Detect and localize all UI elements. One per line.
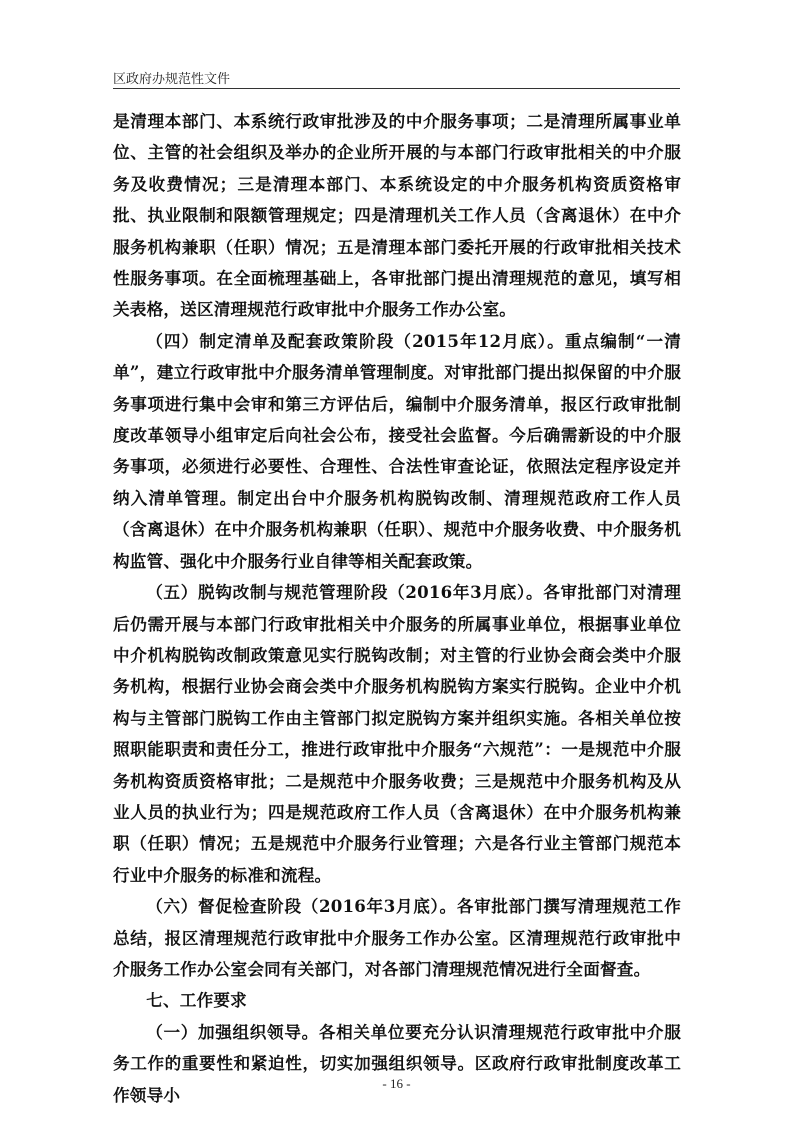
page-number: - 16 -	[382, 1076, 411, 1091]
document-header: 区政府办规范性文件	[113, 72, 231, 87]
section-heading: 七、工作要求	[146, 990, 247, 1011]
document-body	[113, 106, 681, 1111]
body-paragraph: （六）督促检查阶段（2016年3月底）。各审批部门撰写清理规范工作总结，报区清理规范行政审批中介服务工作办公室。区清理规范行政审批中介服务工作办公室会同有关部门，对各部门清理规范情况进行全面督查。	[113, 896, 681, 979]
body-paragraph: （五）脱钩改制与规范管理阶段（2016年3月底）。各审批部门对清理后仍需开展与本部门行政审批相关中介服务的所属事业单位，根据事业单位中介机构脱钩改制政策意见实行脱钩改制；对主管的行业协会商会类中介服务机构，根据行业协会商会类中介服务机构脱钩方案实行脱钩。企业中介机构与主管部门脱钩工作由主管部门拟定脱钩方案并组织实施。各相关单位按照职能职责和责任分工，推进行政审批中介服务“六规范”：一是规范中介服务机构资质资格审批；二是规范中介服务收费；三是规范中介服务机构及从业人员的执业行为；四是规范政府工作人员（含离退休）在中介服务机构兼职（任职）情况；五是规范中介服务行业管理；六是各行业主管部门规范本行业中介服务的标准和流程。	[113, 582, 681, 885]
body-paragraph: 是清理本部门、本系统行政审批涉及的中介服务事项；二是清理所属事业单位、主管的社会组织及举办的企业所开展的与本部门行政审批相关的中介服务及收费情况；三是清理本部门、本系统设定的中介服务机构资质资格审批、执业限制和限额管理规定；四是清理机关工作人员（含离退休）在中介服务机构兼职（任职）情况；五是清理本部门委托开展的行政审批相关技术性服务事项。在全面梳理基础上，各审批部门提出清理规范的意见，填写相关表格，送区清理规范行政审批中介服务工作办公室。	[113, 111, 681, 320]
header-divider	[113, 88, 680, 89]
body-paragraph: （一）加强组织领导。各相关单位要充分认识清理规范行政审批中介服务工作的重要性和紧迫性，切实加强组织领导。区政府行政审批制度改革工作领导小	[113, 1021, 681, 1105]
body-paragraph: （四）制定清单及配套政策阶段（2015年12月底）。重点编制“一清单”，建立行政审批中介服务清单管理制度。对审批部门提出拟保留的中介服务事项进行集中会审和第三方评估后，编制中介服务清单，报区行政审批制度改革领导小组审定后向社会公布，接受社会监督。今后确需新设的中介服务事项，必须进行必要性、合理性、合法性审查论证，依照法定程序设定并纳入清单管理。制定出台中介服务机构脱钩改制、清理规范政府工作人员（含离退休）在中介服务机构兼职（任职）、规范中介服务收费、中介服务机构监管、强化中介服务行业自律等相关配套政策。	[113, 330, 681, 571]
